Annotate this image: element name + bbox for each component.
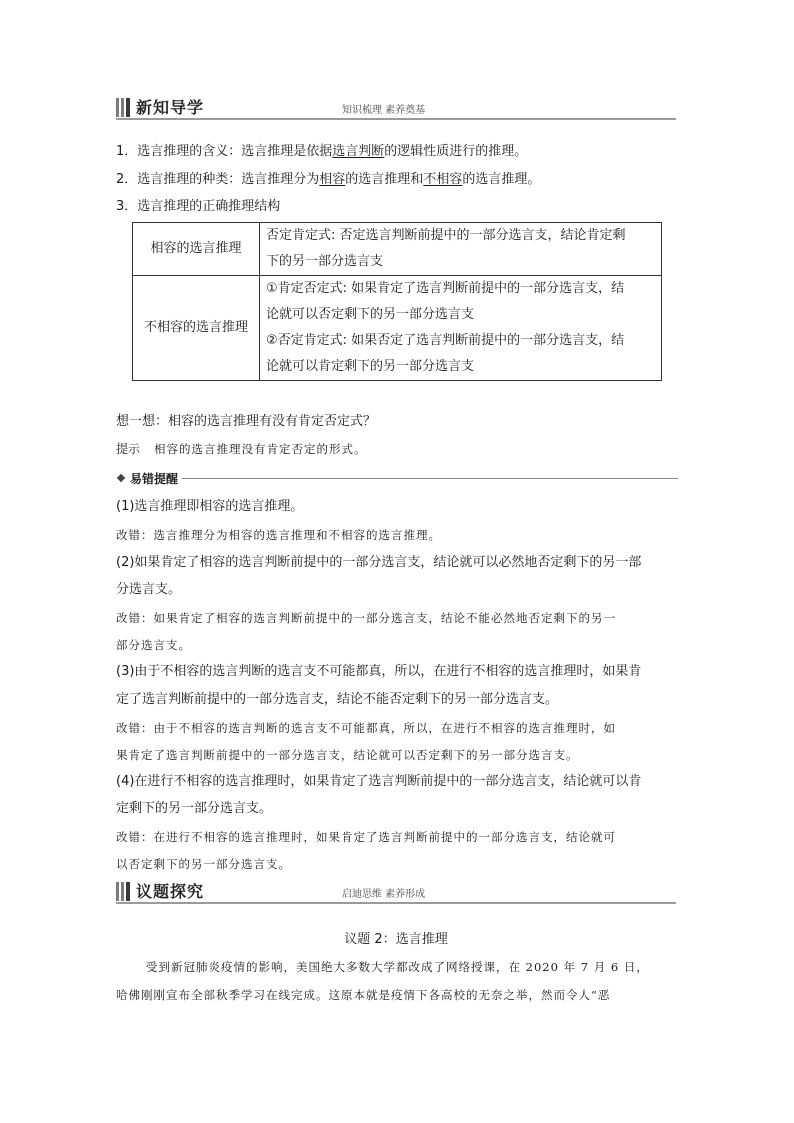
section-header-new-knowledge <box>116 96 676 120</box>
reasoning-structure-table <box>132 222 662 381</box>
item-2: 2．选言推理的种类：选言推理分为相容的选言推理和不相容的选言推理。 <box>116 172 541 187</box>
section-subtitle: 启迪思维 素养形成 <box>342 889 426 900</box>
error-alert-header <box>116 472 678 486</box>
error-alert-title: 易错提醒 <box>130 472 179 486</box>
list-item: (1)选言推理即相容的选言推理。 <box>116 499 304 514</box>
section-title: 新知导学 <box>136 98 205 117</box>
table-row <box>133 276 662 381</box>
section-subtitle: 知识梳理 素养奠基 <box>342 105 426 116</box>
list-item: 定剩下的另一部分选言支。 <box>116 801 273 816</box>
hint-label: 提示 <box>116 442 141 456</box>
error-alert-rule <box>182 478 678 479</box>
table-value-compatible: 否定肯定式: 否定选言判断前提中的一部分选言支，结论肯定剩 下的另一部分选言支 <box>260 223 662 276</box>
topic-paragraph-line: 受到新冠肺炎疫情的影响，美国绝大多数大学都改成了网络授课，在 2020 年 7 月 6 日， <box>146 960 649 974</box>
list-item: 改错：如果肯定了相容的选言判断前提中的一部分选言支，结论不能必然地否定剩下的另一 <box>116 611 616 625</box>
list-item: 定了选言判断前提中的一部分选言支，结论不能否定剩下的另一部分选言支。 <box>116 692 559 707</box>
table-key-compatible: 相容的选言推理 <box>133 223 260 276</box>
hint-line <box>116 439 367 460</box>
section-marker-icon <box>116 882 130 901</box>
list-item: 改错：由于不相容的选言判断的选言支不可能都真，所以，在进行不相容的选言推理时，如 <box>116 721 616 735</box>
section-rule <box>116 118 676 120</box>
think-question: 想一想：相容的选言推理有没有肯定否定式？ <box>116 414 377 429</box>
table-row <box>133 223 662 276</box>
table-key-incompatible: 不相容的选言推理 <box>133 276 260 381</box>
item-3: 3．选言推理的正确推理结构 <box>116 199 281 214</box>
topic-paragraph-line: 哈佛刚刚宣布全部秋季学习在线完成。这原本就是疫情下各高校的无奈之举，然而令人“恶 <box>116 988 611 1002</box>
section-rule <box>116 902 676 904</box>
list-item: 改错：在进行不相容的选言推理时，如果肯定了选言判断前提中的一部分选言支，结论就可 <box>116 830 616 844</box>
list-item: (4)在进行不相容的选言推理时，如果肯定了选言判断前提中的一部分选言支，结论就可以肯 <box>116 774 642 789</box>
list-item: 部分选言支。 <box>116 638 191 652</box>
section-title: 议题探究 <box>136 882 205 901</box>
list-item: (2)如果肯定了相容的选言判断前提中的一部分选言支，结论就可以必然地否定剩下的另一部 <box>116 555 642 570</box>
list-item: 果肯定了选言判断前提中的一部分选言支，结论就可以否定剩下的另一部分选言支。 <box>116 748 579 762</box>
section-marker-icon <box>116 98 130 117</box>
item-1: 1．选言推理的含义：选言推理是依据选言判断的逻辑性质进行的推理。 <box>116 144 528 159</box>
list-item: 改错：选言推理分为相容的选言推理和不相容的选言推理。 <box>116 528 441 542</box>
table-value-incompatible: ①肯定否定式: 如果肯定了选言判断前提中的一部分选言支，结 论就可以否定剩下的另一部分选言支 ②否定肯定式: 如果否定了选言判断前提中的一部分选言支，结 论就可以肯定剩下的另一部分选言支 <box>260 276 662 381</box>
section-header-topic-inquiry <box>116 880 676 904</box>
list-item: 以否定剩下的另一部分选言支。 <box>116 857 291 871</box>
hint-text: 相容的选言推理没有肯定否定的形式。 <box>154 442 367 456</box>
list-item: (3)由于不相容的选言判断的选言支不可能都真，所以，在进行不相容的选言推理时，如果肯 <box>116 664 642 679</box>
list-item: 分选言支。 <box>116 582 182 597</box>
topic-title: 议题 2：选言推理 <box>344 932 448 947</box>
diamond-icon <box>117 474 125 482</box>
